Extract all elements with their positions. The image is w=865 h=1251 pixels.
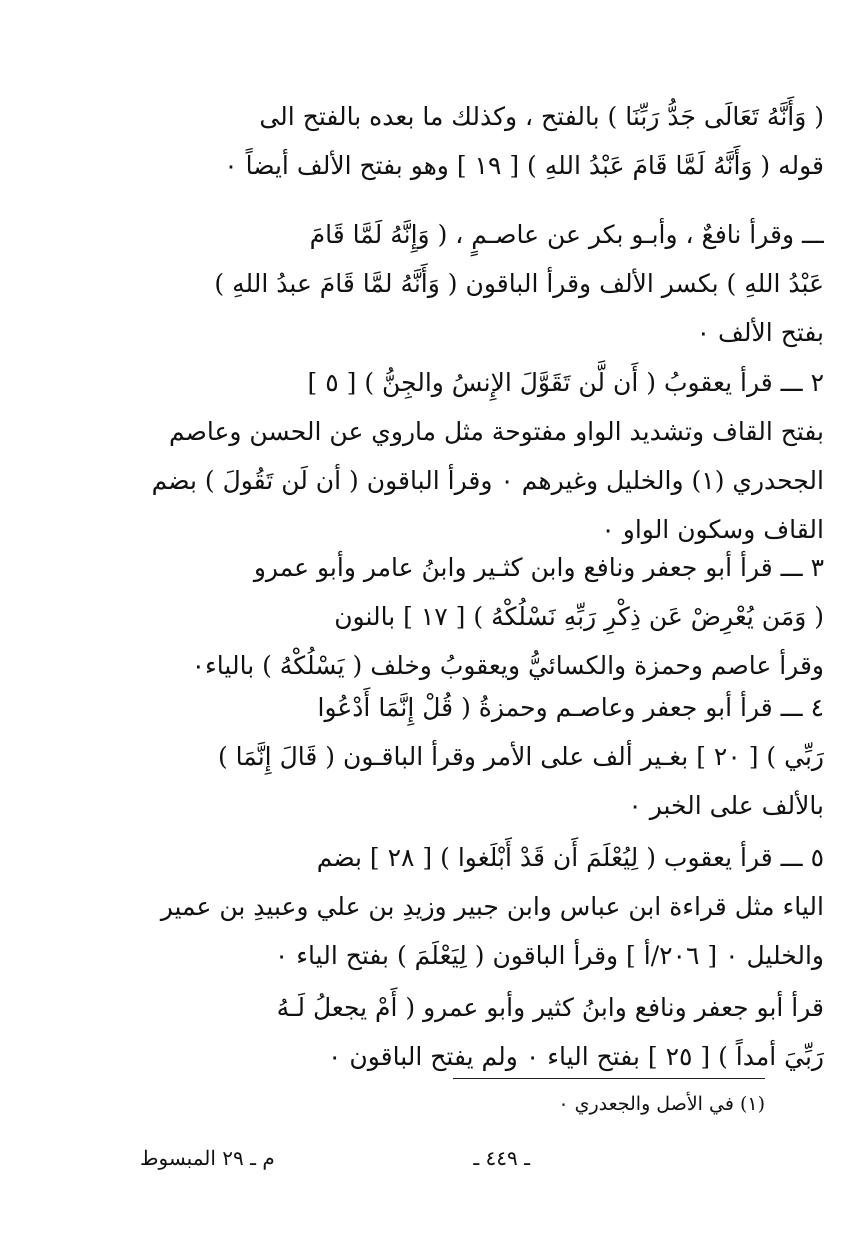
paragraph-3 (104, 358, 824, 554)
paragraph-6 (104, 833, 824, 980)
text-line: ٤ ـــ قرأ أبو جعفر وعاصـم وحمزةُ ( قُلْ إِنَّمَا أَدْعُوا (317, 693, 824, 722)
paragraph-7 (104, 983, 824, 1081)
text-line: قرأ أبو جعفر ونافع وابنُ كثير وأبو عمرو ( أَمْ يجعلُ لَـهُ (276, 993, 824, 1022)
paragraph-5 (104, 683, 824, 830)
footnote-divider (453, 1078, 765, 1079)
paragraph-4 (104, 543, 824, 690)
page-number: ـ ٤٤٩ ـ (473, 1146, 530, 1170)
text-line: ٢ ـــ قرأ يعقوبُ ( أَن لَّن تَقَوَّلَ الإِنسُ والجِنُّ ) [ ٥ ] (307, 368, 824, 397)
signature-mark: م ـ ٢٩ المبسوط (140, 1146, 275, 1170)
text-line: بفتح الألف ٠ (696, 318, 824, 347)
text-line: ٥ ـــ قرأ يعقوب ( لِيُعْلَمَ أَن قَدْ أَبْلَغوا ) [ ٢٨ ] بضم (316, 843, 824, 872)
page-footer (140, 1143, 530, 1173)
text-line: الجحدري (١) والخليل وغيرهم ٠ وقرأ الباقون ( أن لَن تَقُولَ ) بضم (151, 466, 824, 495)
text-line: بالألف على الخبر ٠ (628, 791, 824, 820)
text-line: الياء مثل قراءة ابن عباس وابن جبير وزيدِ بن علي وعبيدِ بن عمير (160, 892, 824, 921)
text-line: قوله ( وَأَنَّهُ لَمَّا قَامَ عَبْدُ اللهِ ) [ ١٩ ] وهو بفتح الألف أيضاً ٠ (224, 151, 824, 180)
text-line: ( وَأَنَّهُ تَعَالَى جَدُّ رَبِّنَا ) بالفتح ، وكذلك ما بعده بالفتح الى (259, 102, 824, 131)
text-line: ( وَمَن يُعْرِضْ عَن ذِكْرِ رَبِّهِ نَسْلُكْهُ ) [ ١٧ ] بالنون (334, 602, 824, 631)
text-line: والخليل ٠ [ ٢٠٦/أ ] وقرأ الباقون ( لِيَعْلَمَ ) بفتح الياء ٠ (274, 941, 824, 970)
text-line: عَبْدُ اللهِ ) بكسر الألف وقرأ الباقون ( وَأَنَّهُ لمَّا قَامَ عبدُ اللهِ ) (214, 269, 824, 298)
paragraph-2 (104, 210, 824, 357)
paragraph-1 (104, 92, 824, 190)
text-line: القاف وسكون الواو ٠ (601, 515, 824, 544)
text-line: وقرأ عاصم وحمزة والكسائيُّ ويعقوبُ وخلف ( يَسْلُكْهُ ) بالياء٠ (191, 651, 824, 680)
text-line: ـــ وقرأ نافعٌ ، وأبـو بكر عن عاصـمٍ ، ( وَإِنَّهُ لَمَّا قَامَ (309, 220, 824, 249)
text-line: رَبِّيَ أمداً ) [ ٢٥ ] بفتح الياء ٠ ولم يفتح الباقون ٠ (328, 1042, 824, 1071)
text-line: ٣ ـــ قرأ أبو جعفر ونافع وابن كثـير وابنُ عامر وأبو عمرو (253, 553, 824, 582)
text-line: رَبِّي ) [ ٢٠ ] بغـير ألف على الأمر وقرأ الباقـون ( قَالَ إِنَّمَا ) (217, 742, 824, 771)
text-line: بفتح القاف وتشديد الواو مفتوحة مثل ماروي عن الحسن وعاصم (169, 417, 824, 446)
footnote: (١) في الأصل والجعدري ٠ (558, 1093, 765, 1115)
